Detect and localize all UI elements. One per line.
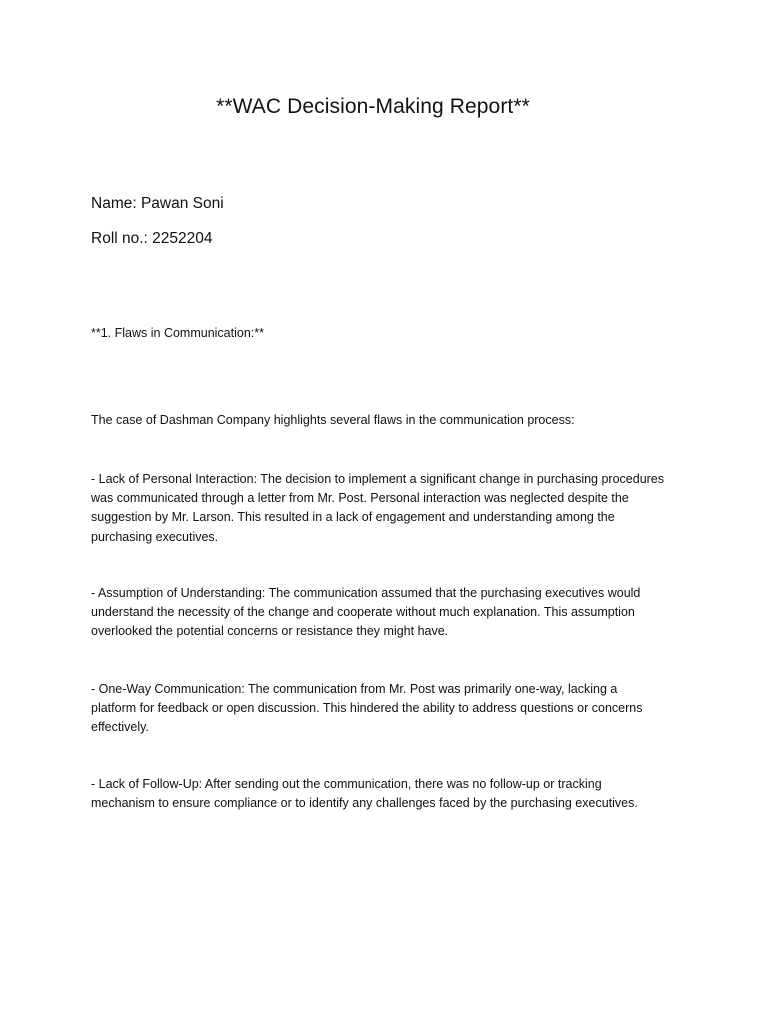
paragraph-line: mechanism to ensure compliance or to identify any challenges faced by the purchasing executives.: [91, 796, 638, 811]
section-heading: **1. Flaws in Communication:**: [91, 326, 264, 340]
paragraph-line: suggestion by Mr. Larson. This resulted in a lack of engagement and understanding among the: [91, 510, 615, 525]
paragraph-line: effectively.: [91, 720, 149, 735]
point-lack-of-personal-interaction: [91, 470, 691, 547]
paragraph-line: - Lack of Follow-Up: After sending out the communication, there was no follow-up or tracking: [91, 777, 602, 791]
paragraph-line: understand the necessity of the change and cooperate without much explanation. This assumption: [91, 605, 635, 620]
intro-paragraph: [91, 411, 691, 430]
paragraph-line: platform for feedback or open discussion. This hindered the ability to address questions or concerns: [91, 701, 643, 716]
paragraph-line: The case of Dashman Company highlights several flaws in the communication process:: [91, 413, 575, 427]
paragraph-line: was communicated through a letter from Mr. Post. Personal interaction was neglected despite the: [91, 491, 629, 506]
point-lack-of-follow-up: [91, 775, 691, 813]
point-one-way-communication: [91, 680, 691, 738]
student-name: Name: Pawan Soni: [91, 195, 224, 212]
paragraph-line: purchasing executives.: [91, 529, 219, 544]
report-title: **WAC Decision-Making Report**: [216, 95, 530, 118]
point-assumption-of-understanding: [91, 584, 691, 642]
paragraph-line: - One-Way Communication: The communication from Mr. Post was primarily one-way, lacking a: [91, 682, 618, 696]
roll-number: Roll no.: 2252204: [91, 230, 213, 247]
paragraph-line: - Lack of Personal Interaction: The decision to implement a significant change in purchasing procedures: [91, 472, 665, 486]
paragraph-line: - Assumption of Understanding: The communication assumed that the purchasing executives would: [91, 586, 641, 600]
paragraph-line: overlooked the potential concerns or resistance they might have.: [91, 624, 449, 639]
